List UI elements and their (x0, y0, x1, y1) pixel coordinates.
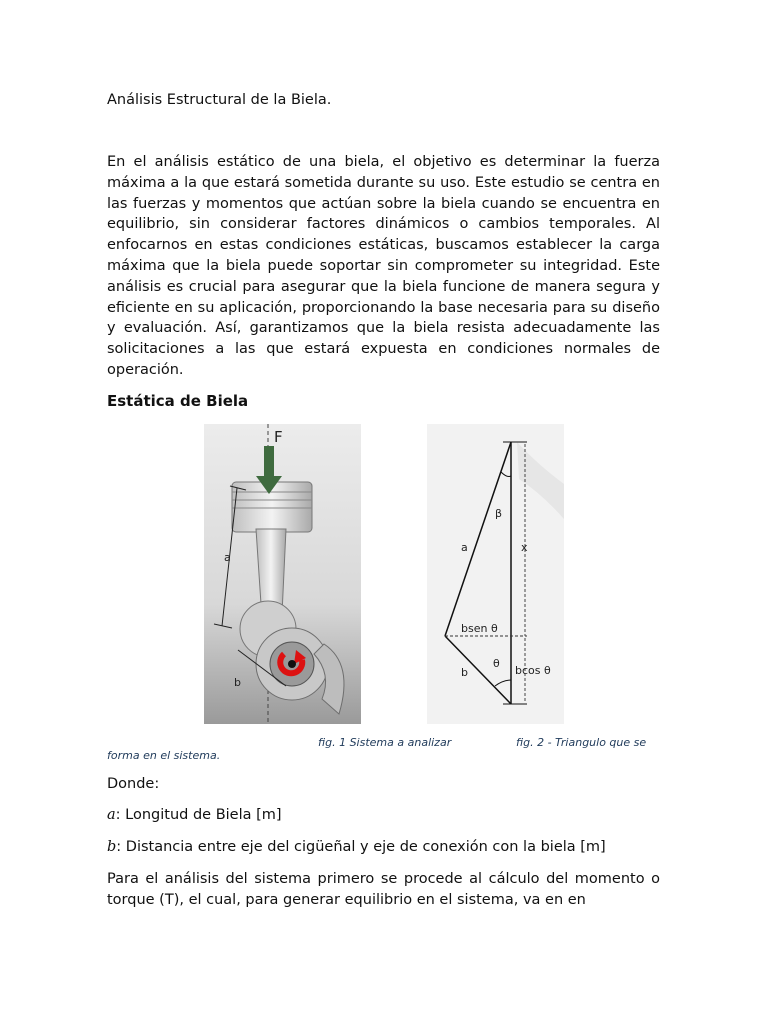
intro-paragraph: En el análisis estático de una biela, el objetivo es determinar la fuerza máxima a la que estará sometida durante su uso. Este estudio se centra en las fuerzas y momentos que actúan sobre la biela cuando se encuentra en equilibrio, sin considerar factores dinámicos o cambios temporales. Al enfocarnos en estas condiciones estáticas, buscamos establecer la carga máxima que la biela puede soportar sin comprometer su integridad. Este análisis es crucial para asegurar que la biela funcione de manera segura y eficiente en su aplicación, proporcionando la base necesaria para su diseño y evaluación. Así, garantizamos que la biela resista adecuadamente las solicitaciones a las que estará expuesta en condiciones normales de operación. (107, 154, 660, 378)
definition-a (107, 807, 282, 823)
dimension-b-label: b (234, 676, 241, 689)
figure-1-caption: fig. 1 Sistema a analizar (318, 736, 452, 749)
figure-triangle-diagram (427, 424, 564, 724)
dimension-a-label: a (224, 551, 231, 564)
figure-2-caption: fig. 2 - Triangulo que se (516, 736, 647, 749)
label-bcos-theta: bcos θ (515, 664, 551, 677)
symbol-a: a (107, 807, 116, 823)
figure-piston-connecting-rod (204, 424, 361, 724)
symbol-b: b (107, 839, 117, 855)
section-heading: Estática de Biela (107, 392, 249, 410)
label-b: b (461, 666, 468, 679)
tail-paragraph: Para el análisis del sistema primero se procede al cálculo del momento o torque (T), el cual, para generar equilibrio en el sistema, va en en (107, 871, 660, 908)
label-theta: θ (493, 657, 500, 670)
definition-b (107, 839, 606, 855)
figure-2-caption-continued: forma en el sistema. (107, 749, 221, 762)
definition-b-text: : Distancia entre eje del cigüeñal y eje de conexión con la biela [m] (116, 839, 606, 855)
label-bsen-theta: bsen θ (461, 622, 498, 635)
force-label: F (274, 428, 283, 446)
donde-label: Donde: (107, 776, 160, 792)
definition-a-text: : Longitud de Biela [m] (115, 807, 282, 823)
document-title: Análisis Estructural de la Biela. (107, 92, 332, 108)
label-x: x (521, 541, 528, 554)
label-beta: β (495, 507, 503, 520)
label-a: a (461, 541, 468, 554)
